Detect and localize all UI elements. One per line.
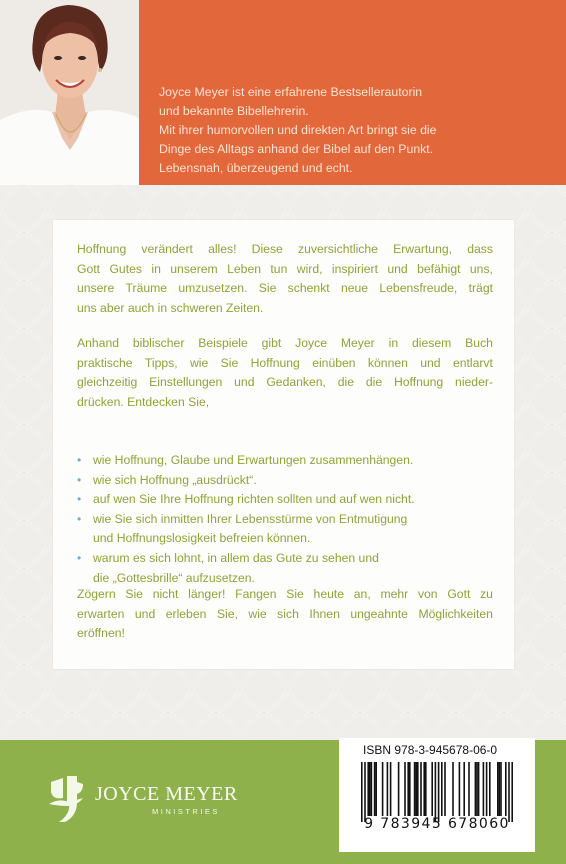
text-word: können [367, 355, 408, 370]
text-word: Einstellungen [149, 375, 223, 390]
bio-line: Joyce Meyer ist eine erfahrene Bestsellerautorin [159, 85, 423, 99]
barcode-bar [398, 762, 400, 816]
text-word: Meyer [340, 336, 375, 350]
bio-line: Dinge des Alltags anhand der Bibel auf den Punkt. [159, 142, 434, 156]
text-line [77, 279, 493, 299]
barcode-bar [441, 762, 443, 816]
barcode-bar [415, 762, 417, 816]
text-word: trägt [468, 281, 493, 296]
text-word: Gutes [109, 261, 142, 276]
publisher-sub: MINISTRIES [152, 807, 220, 816]
text-word: zuversichtliche [298, 242, 378, 256]
text-word: Leben [227, 261, 261, 276]
barcode-bar [483, 762, 485, 816]
bullet-dot-icon: • [77, 492, 82, 507]
text-word: dass [467, 242, 493, 256]
barcode-bar [367, 762, 369, 816]
text-word: und [234, 375, 255, 390]
barcode-bar [500, 762, 502, 816]
text-word: Gott [447, 587, 471, 601]
text-word: diesem [411, 336, 452, 350]
text-word: einüben [312, 355, 356, 370]
text-word: sich [277, 606, 299, 621]
text-word: nieder- [455, 375, 493, 390]
text-line [77, 334, 493, 354]
text-word: Beispiele [198, 336, 248, 350]
barcode-bar [382, 762, 384, 816]
barcode-bar [371, 762, 373, 816]
text-word: praktische [77, 355, 133, 370]
text-word: biblischer [132, 336, 185, 350]
text-word: eröffnen! [77, 626, 125, 641]
text-word: erwarten [77, 606, 125, 621]
text-word: Anhand [77, 336, 120, 350]
author-photo [0, 0, 139, 185]
bullet-line: die „Gottesbrille“ aufzusetzen. [93, 570, 255, 585]
text-word: entlarvt [452, 355, 493, 370]
text-word: verändert [141, 242, 193, 256]
barcode-bar [431, 762, 433, 816]
barcode-bar [476, 762, 478, 816]
text-word: wird, [296, 261, 323, 276]
barcode-bar [505, 762, 507, 816]
text-word: Sie [286, 587, 304, 601]
barcode-box [339, 738, 535, 852]
blurb-paragraph-2 [77, 334, 493, 412]
bullet-line: auf wen Sie Ihre Hoffnung richten sollten und auf wen nicht. [93, 492, 415, 507]
bullet-item [77, 510, 493, 549]
text-line [77, 299, 493, 319]
text-word: Sie [258, 281, 277, 296]
text-word: Sie [125, 587, 143, 601]
barcode-bar [486, 762, 488, 816]
text-word: mehr [380, 587, 409, 601]
text-word: die [337, 375, 355, 390]
bullet-dot-icon: • [77, 472, 82, 487]
text-word: in [388, 336, 399, 350]
bullet-line: warum es sich lohnt, in allem das Gute zu sehen und [93, 550, 379, 565]
barcode-bar [375, 762, 377, 816]
text-word: tun [270, 261, 288, 276]
text-word: unsere [77, 281, 115, 296]
blurb-paragraph-1 [77, 240, 493, 318]
bullet-line: wie Sie sich inmitten Ihrer Lebensstürme von Entmutigung [93, 511, 408, 526]
text-word: länger! [188, 587, 226, 601]
text-line [77, 624, 493, 644]
text-line [77, 373, 493, 393]
barcode-bar [499, 762, 501, 816]
barcode-bar [475, 762, 477, 816]
barcode-bar [407, 762, 409, 816]
text-word: Fangen [235, 587, 277, 601]
text-word: uns, [469, 261, 493, 276]
text-word: drücken. Entdecken Sie, [77, 394, 210, 409]
barcode-bar [463, 762, 465, 816]
text-word: Tipps, [144, 355, 178, 370]
text-word: umzusetzen. [178, 281, 248, 296]
jm-cross-logo-icon [47, 776, 87, 829]
barcode-bar [417, 762, 419, 816]
text-word: ungeahnte [350, 606, 408, 621]
blurb-bullet-list [77, 451, 493, 588]
text-word: Erwartung, [393, 242, 453, 256]
isbn-label: ISBN 978-3-945678-06-0 [363, 743, 498, 757]
barcode-bar [390, 762, 392, 816]
text-word: neue [340, 281, 369, 296]
text-word: Lebensfreude, [379, 281, 458, 296]
text-word: und [420, 355, 441, 370]
barcode-bar [497, 762, 499, 816]
text-word: heute [313, 587, 345, 601]
barcode-bar [409, 762, 411, 816]
text-word: in [151, 261, 161, 276]
text-word: Zögern [77, 587, 116, 601]
bullet-line: wie Hoffnung, Glaube und Erwartungen zusammenhängen. [93, 453, 414, 467]
barcode-bar [374, 762, 376, 816]
bio-line: und bekannte Bibellehrerin. [159, 104, 309, 118]
text-word: Sie, [216, 606, 238, 621]
barcode-bar [420, 762, 422, 816]
text-word: an, [353, 587, 371, 601]
bullet-item [77, 549, 493, 588]
barcode-bar [369, 762, 371, 816]
barcode-bar [387, 762, 389, 816]
text-line [77, 393, 493, 413]
barcode-bar [361, 762, 363, 822]
bullet-line: und Hoffnungslosigkeit befreien können. [93, 531, 311, 546]
bullet-line: wie sich Hoffnung „ausdrückt“. [93, 472, 257, 487]
barcode-bar [459, 762, 461, 816]
text-word: Träume [125, 281, 168, 296]
text-word: und [387, 261, 408, 276]
text-word: uns aber auch in schweren Zeiten. [77, 300, 264, 315]
text-word: Buch [465, 336, 493, 350]
text-word: wie [189, 355, 209, 370]
barcode-bar [478, 762, 480, 816]
author-bio [159, 83, 554, 178]
barcode-bar [404, 762, 406, 816]
barcode-bar [435, 762, 437, 822]
text-word: die [365, 375, 383, 390]
barcode-bar [438, 762, 440, 822]
text-word: Ihnen [309, 606, 340, 621]
text-word: Sie [220, 355, 239, 370]
text-line [77, 585, 493, 605]
text-line [77, 354, 493, 374]
text-word: Joyce [295, 336, 327, 350]
text-word: nicht [152, 587, 179, 601]
text-word: erleben [165, 606, 207, 621]
bio-line: Lebensnah, überzeugend und echt. [159, 161, 353, 175]
text-word: und [134, 606, 156, 621]
bullet-item [77, 451, 493, 471]
text-line [77, 260, 493, 280]
barcode-bar [489, 762, 491, 816]
text-word: befähigt [417, 261, 461, 276]
text-word: Hoffnung [77, 242, 127, 256]
text-word: unserem [170, 261, 218, 276]
text-word: zu [480, 587, 493, 601]
text-word: gleichzeitig [77, 375, 138, 390]
text-word: wie [248, 606, 267, 621]
publisher-name: JOYCE MEYER [95, 783, 238, 805]
barcode-bar [508, 762, 510, 822]
text-word: Hoffnung [250, 355, 300, 370]
text-word: Hoffnung [393, 375, 444, 390]
bullet-item [77, 490, 493, 510]
text-word: Gedanken, [266, 375, 326, 390]
barcode-bar [511, 762, 513, 822]
barcode-bar [414, 762, 416, 816]
bullet-dot-icon: • [77, 511, 82, 526]
barcode-bar [452, 762, 454, 816]
text-word: Möglichkeiten [418, 606, 493, 621]
text-line [77, 240, 493, 260]
blurb-card [53, 220, 514, 669]
text-word: schenkt [287, 281, 330, 296]
bio-line: Mit ihrer humorvollen und direkten Art bringt sie die [159, 123, 437, 137]
bullet-dot-icon: • [77, 453, 82, 467]
barcode-bar [423, 762, 425, 816]
text-word: alles! [208, 242, 237, 256]
text-word: Diese [251, 242, 283, 256]
text-line [77, 605, 493, 625]
text-word: von [417, 587, 438, 601]
barcode-digits: 9 783945 678060 [364, 816, 510, 832]
barcode-bar [364, 762, 366, 822]
barcode-bar [468, 762, 470, 816]
text-word: inspiriert [331, 261, 378, 276]
text-word: Gott [77, 261, 101, 276]
bullet-item [77, 471, 493, 491]
barcode-bar [425, 762, 427, 816]
blurb-paragraph-3 [77, 585, 493, 644]
barcode-bar [444, 762, 446, 816]
text-word: gibt [261, 336, 282, 350]
bullet-dot-icon: • [77, 550, 82, 565]
